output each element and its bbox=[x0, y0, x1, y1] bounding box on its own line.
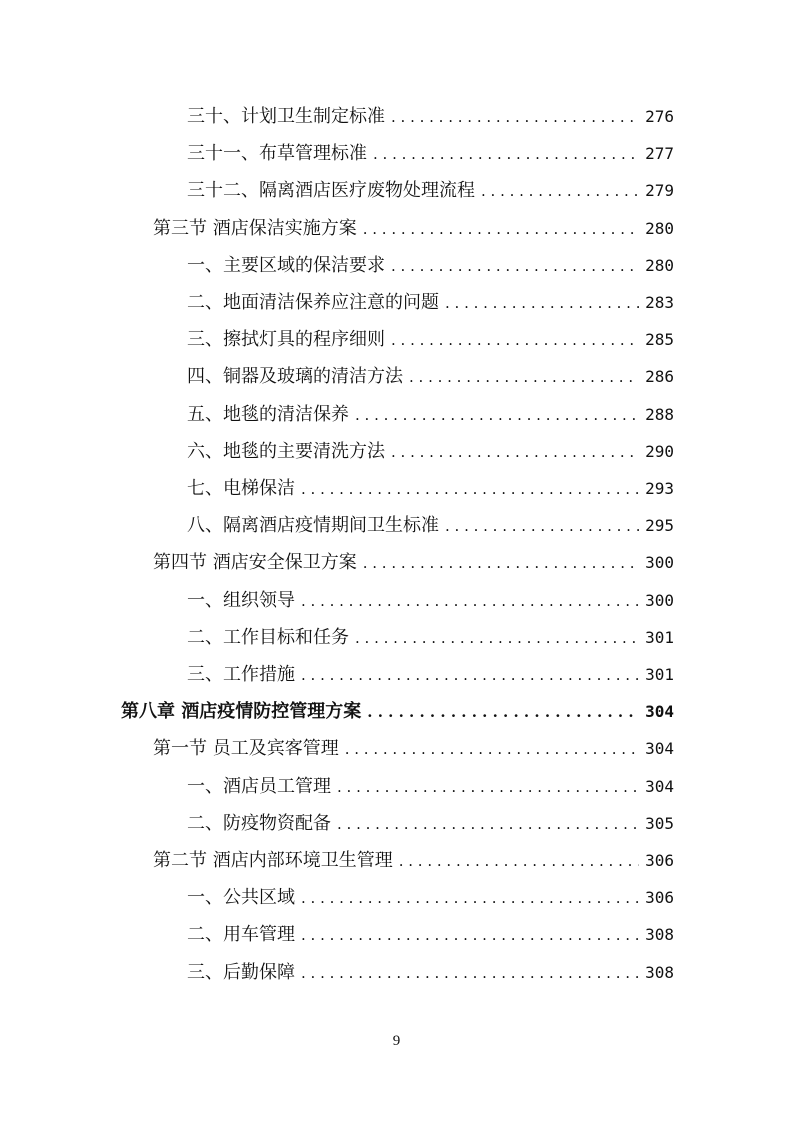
toc-entry-page: 305 bbox=[645, 813, 674, 833]
toc-leader-dots bbox=[445, 511, 639, 541]
toc-leader-dots bbox=[301, 958, 639, 988]
toc-entry-item[interactable] bbox=[187, 288, 674, 318]
toc-entry-page: 306 bbox=[645, 851, 674, 870]
toc-entry-title: 七、电梯保洁 bbox=[187, 478, 295, 499]
toc-entry-title: 第四节 酒店安全保卫方案 bbox=[153, 552, 357, 574]
toc-entry-title: 三、擦拭灯具的程序细则 bbox=[187, 329, 385, 351]
toc-entry-item[interactable] bbox=[187, 251, 674, 281]
toc-entry-item[interactable] bbox=[187, 772, 674, 802]
toc-entry-title: 二、用车管理 bbox=[187, 924, 295, 946]
toc-leader-dots bbox=[445, 288, 639, 318]
toc-entry-item[interactable] bbox=[187, 400, 674, 430]
toc-leader-dots bbox=[481, 176, 639, 206]
toc-entry-section[interactable] bbox=[153, 214, 674, 244]
toc-entry-page: 277 bbox=[645, 144, 674, 164]
toc-entry-title: 第二节 酒店内部环境卫生管理 bbox=[153, 850, 393, 871]
toc-entry-title: 八、隔离酒店疫情期间卫生标准 bbox=[187, 515, 439, 537]
toc-leader-dots bbox=[363, 548, 639, 578]
toc-leader-dots bbox=[355, 623, 639, 653]
toc-entry-item[interactable] bbox=[187, 660, 674, 690]
toc-entry-title: 二、工作目标和任务 bbox=[187, 626, 349, 648]
toc-entry-item[interactable] bbox=[187, 920, 674, 950]
toc-entry-page: 293 bbox=[645, 479, 674, 498]
toc-entry-title: 四、铜器及玻璃的清洁方法 bbox=[187, 366, 403, 388]
toc-entry-page: 288 bbox=[645, 404, 674, 424]
toc-entry-title: 二、地面清洁保养应注意的问题 bbox=[187, 292, 439, 313]
toc-entry-page: 285 bbox=[645, 330, 674, 350]
toc-entry-title: 第三节 酒店保洁实施方案 bbox=[153, 217, 357, 239]
toc-leader-dots bbox=[301, 920, 639, 950]
toc-leader-dots bbox=[301, 586, 639, 616]
toc-entry-page: 290 bbox=[645, 441, 674, 461]
toc-leader-dots bbox=[345, 734, 639, 764]
toc-leader-dots bbox=[391, 251, 639, 281]
toc-entry-item[interactable] bbox=[187, 474, 674, 504]
toc-entry-page: 304 bbox=[645, 702, 674, 722]
toc-entry-page: 280 bbox=[645, 218, 674, 238]
toc-entry-item[interactable] bbox=[187, 586, 674, 616]
toc-entry-item[interactable] bbox=[187, 623, 674, 653]
toc-entry-title: 六、地毯的主要清洗方法 bbox=[187, 440, 385, 462]
toc-entry-page: 301 bbox=[645, 665, 674, 684]
toc-entry-item[interactable] bbox=[187, 958, 674, 988]
toc-entry-chapter[interactable] bbox=[121, 697, 674, 727]
toc-entry-page: 295 bbox=[645, 516, 674, 536]
toc-entry-section[interactable] bbox=[153, 548, 674, 578]
toc-entry-page: 308 bbox=[645, 925, 674, 945]
toc-leader-dots bbox=[301, 883, 639, 913]
toc-entry-item[interactable] bbox=[187, 102, 674, 132]
toc-entry-page: 276 bbox=[645, 107, 674, 126]
toc-entry-item[interactable] bbox=[187, 883, 674, 913]
toc-leader-dots bbox=[409, 362, 639, 392]
toc-leader-dots bbox=[373, 139, 639, 169]
toc-entry-title: 第一节 员工及宾客管理 bbox=[153, 738, 339, 760]
toc-entry-page: 300 bbox=[645, 590, 674, 610]
toc-entry-item[interactable] bbox=[187, 362, 674, 392]
toc-entry-page: 286 bbox=[645, 367, 674, 387]
toc-entry-title: 一、主要区域的保洁要求 bbox=[187, 254, 385, 276]
toc-entry-title: 一、组织领导 bbox=[187, 589, 295, 611]
toc-entry-item[interactable] bbox=[187, 809, 674, 839]
toc-leader-dots bbox=[391, 102, 639, 132]
toc-leader-dots bbox=[355, 400, 639, 430]
toc-entry-page: 304 bbox=[645, 776, 674, 796]
toc-entry-page: 279 bbox=[645, 181, 674, 201]
page-number: 9 bbox=[392, 1033, 401, 1049]
toc-entry-section[interactable] bbox=[153, 846, 674, 876]
toc-entry-item[interactable] bbox=[187, 325, 674, 355]
toc-entry-item[interactable] bbox=[187, 176, 674, 206]
toc-entry-section[interactable] bbox=[153, 734, 674, 764]
toc-entry-title: 三、后勤保障 bbox=[187, 961, 295, 983]
toc-entry-page: 283 bbox=[645, 293, 674, 312]
toc-entry-page: 306 bbox=[645, 888, 674, 908]
toc-entry-title: 一、酒店员工管理 bbox=[187, 775, 331, 797]
toc-leader-dots bbox=[301, 474, 639, 504]
toc-leader-dots bbox=[301, 660, 639, 690]
toc-entry-title: 五、地毯的清洁保养 bbox=[187, 403, 349, 425]
toc-leader-dots bbox=[391, 325, 639, 355]
toc-leader-dots bbox=[363, 214, 639, 244]
toc-entry-title: 三十二、隔离酒店医疗废物处理流程 bbox=[187, 180, 475, 202]
toc-entry-title: 第八章 酒店疫情防控管理方案 bbox=[121, 701, 362, 723]
toc-entry-title: 二、防疫物资配备 bbox=[187, 812, 331, 834]
toc-entry-page: 304 bbox=[645, 739, 674, 759]
toc-leader-dots bbox=[391, 437, 639, 467]
toc-entry-page: 308 bbox=[645, 962, 674, 982]
toc-entry-page: 301 bbox=[645, 627, 674, 647]
toc-entry-page: 280 bbox=[645, 255, 674, 275]
toc-leader-dots bbox=[399, 846, 639, 876]
toc-entry-title: 三十、计划卫生制定标准 bbox=[187, 106, 385, 127]
toc-entry-title: 三、工作措施 bbox=[187, 664, 295, 685]
toc-entry-title: 一、公共区域 bbox=[187, 887, 295, 909]
toc-entry-page: 300 bbox=[645, 553, 674, 573]
toc-entry-item[interactable] bbox=[187, 437, 674, 467]
toc-entry-item[interactable] bbox=[187, 139, 674, 169]
toc-leader-dots bbox=[337, 772, 639, 802]
toc-entry-item[interactable] bbox=[187, 511, 674, 541]
toc-entry-title: 三十一、布草管理标准 bbox=[187, 143, 367, 165]
toc-leader-dots bbox=[367, 697, 639, 727]
toc-leader-dots bbox=[337, 809, 639, 839]
